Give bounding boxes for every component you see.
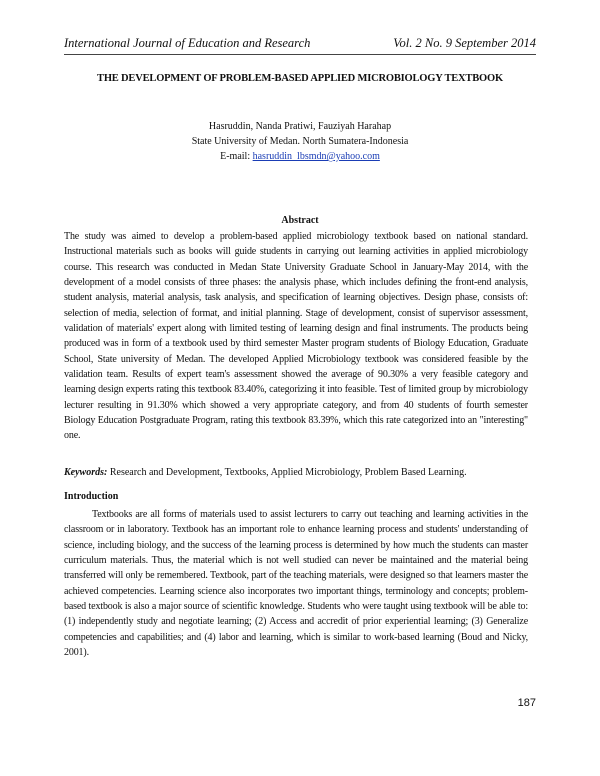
running-header bbox=[64, 36, 536, 55]
introduction-text: Textbooks are all forms of materials used to assist lecturers to carry out teaching and learning activities in the classroom or in laboratory. Textbook has an important role to enhance learning process and students' understanding of science, including biology, and the success of the learning process is determined by how much the students can master curriculum materials. Thus, the material which is not well studied can never be maintained and the material being transferred will only be remembered. Textbook, part of the teaching materials, were designed so that learners master the achieved competencies. Learning science also incorporates two important things, terminology and concepts; problem-based textbook is also a major source of scientific knowledge. Students who were taught using textbook will be able to: (1) independently study and negotiate learning; (2) Access and accredit of prior experiential learning; (3) Generalize competencies and capabilities; and (4) labor and learning, which is similar to work-based learning (Boud and Nicky, 2001). bbox=[64, 509, 528, 659]
page-number: 187 bbox=[517, 697, 536, 709]
paper-title: THE DEVELOPMENT OF PROBLEM-BASED APPLIED MICROBIOLOGY TEXTBOOK bbox=[97, 73, 503, 84]
keywords-text: Research and Development, Textbooks, Applied Microbiology, Problem Based Learning. bbox=[109, 467, 467, 478]
author-names: Hasruddin, Nanda Pratiwi, Fauziyah Harahap bbox=[208, 121, 392, 132]
author-email-line bbox=[64, 149, 536, 164]
email-label: E-mail: bbox=[220, 151, 251, 162]
keywords-label: Keywords: bbox=[64, 467, 108, 478]
keywords-line bbox=[64, 465, 528, 480]
journal-name: International Journal of Education and Research bbox=[64, 36, 311, 50]
author-block bbox=[64, 119, 536, 164]
abstract-text: The study was aimed to develop a problem-based applied microbiology textbook based on national standard. Instructional materials such as books will guide students in carrying out learning activities in applied microbiology course. This research was conducted in Medan State University Graduate School in January-May 2014, with the development of a model consists of three phases: the analysis phase, which includes defining the front-end analysis, student analysis, material analysis, task analysis, and specification of learning objectives. Design phase, consists of: selection of media, selection of format, and initial planning. Stage of development, consist of supervisor assessment, validation of materials' expert along with limited testing of learning design and final instruments. The products being produced was in form of a textbook used by third semester Master program students of Biology Education, Graduate School, State university of Medan. The developed Applied Microbiology textbook was considered feasible by the validation team. Results of expert team's assessment showed the average of 90.30% a very feasible category and learning design experts rating this textbook 83.40%, categorizing it into feasible. Test of limited group by microbiology lecturer resulting in 91.30% which showed a very appropriate category, and from 40 students of fourth semester Biology Education Postgraduate Program, rating this textbook 83.39%, which this rate categorized into an "interesting" one. bbox=[64, 231, 528, 442]
author-affiliation: State University of Medan. North Sumatera-Indonesia bbox=[191, 136, 409, 147]
issue-info: Vol. 2 No. 9 September 2014 bbox=[393, 36, 536, 50]
abstract-heading: Abstract bbox=[281, 215, 319, 226]
introduction-heading: Introduction bbox=[64, 491, 119, 502]
email-link[interactable]: hasruddin_lbsmdn@yahoo.com bbox=[252, 151, 380, 162]
